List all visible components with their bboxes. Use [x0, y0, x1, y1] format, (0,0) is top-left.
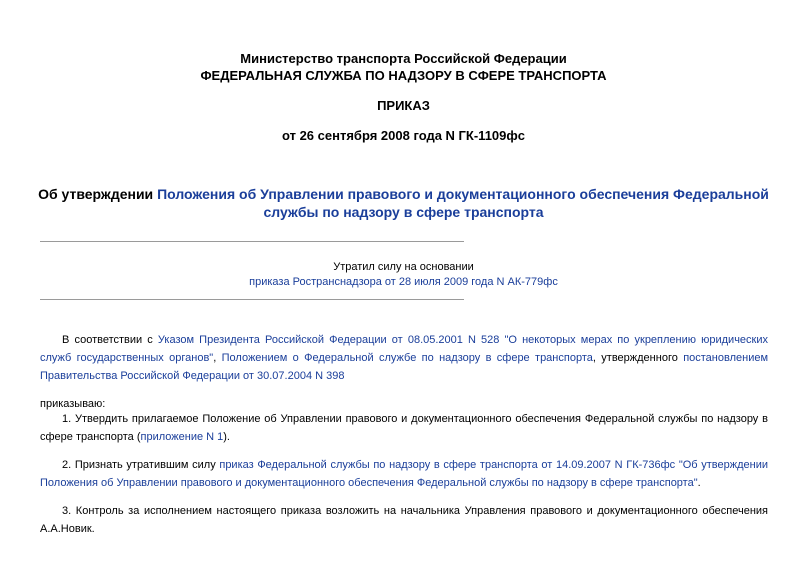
service-name: ФЕДЕРАЛЬНАЯ СЛУЖБА ПО НАДЗОРУ В СФЕРЕ ТРАНСПОРТА: [200, 68, 607, 83]
doc-date: от 26 сентября 2008 года N ГК-1109фс: [281, 128, 525, 143]
doc-title-line1: [0, 186, 807, 203]
preamble-paragraph: [40, 331, 768, 385]
ministry-name: Министерство транспорта Российской Федерации: [240, 51, 567, 66]
item-1-end: ).: [223, 431, 230, 443]
doc-type: ПРИКАЗ: [377, 98, 430, 113]
revoked-order-link[interactable]: приказ Федеральной службы по надзору в сфере транспорта от 14.09.2007 N ГК-736фс "Об утверждении Положения об Управлении правового и документационного обеспечения Федеральной службы по надзору в сфере транспорта": [40, 459, 768, 489]
regulation-link[interactable]: Положением о Федеральной службе по надзору в сфере транспорта: [221, 352, 593, 364]
status-text: Утратил силу на основании: [333, 261, 474, 273]
item-2-end: .: [697, 477, 701, 489]
item-3-text: 3. Контроль за исполнением настоящего приказа возложить на начальника Управления правового и документационного обеспечения А.А.Новик.: [40, 505, 768, 535]
item-1-text: 1. Утвердить прилагаемое Положение об Управлении правового и документационного обеспечения Федеральной службы по надзору в сфере транспорта (: [40, 413, 768, 443]
appendix-link[interactable]: приложение N 1: [140, 431, 224, 443]
preamble-mid: , утвержденного: [592, 352, 684, 364]
title-link-part1[interactable]: Положения об Управлении правового и документационного обеспечения Федеральной: [157, 186, 769, 202]
status-line: [0, 275, 807, 289]
title-prefix: Об утверждении: [38, 186, 158, 202]
divider-bottom: [40, 299, 464, 300]
doc-title-line2: [0, 204, 807, 221]
item-1: [40, 410, 768, 446]
status-link[interactable]: приказа Ространснадзора от 28 июля 2009 года N АК-779фс: [249, 276, 558, 288]
order-word: приказываю:: [40, 398, 106, 410]
preamble-sep: ,: [213, 352, 222, 364]
item-2: [40, 456, 768, 492]
resolution-link[interactable]: постановлением Правительства Российской Федерации от 30.07.2004 N 398: [40, 352, 769, 382]
preamble-lead: В соответствии с: [62, 334, 158, 346]
divider-top: [40, 241, 464, 242]
decree-link[interactable]: Указом Президента Российской Федерации от 08.05.2001 N 528 "О некоторых мерах по укреплению юридических служб государственных органов": [40, 334, 769, 364]
item-3: [40, 502, 768, 538]
item-2-text: 2. Признать утратившим силу: [62, 459, 220, 471]
title-link-part2[interactable]: службы по надзору в сфере транспорта: [263, 204, 544, 220]
